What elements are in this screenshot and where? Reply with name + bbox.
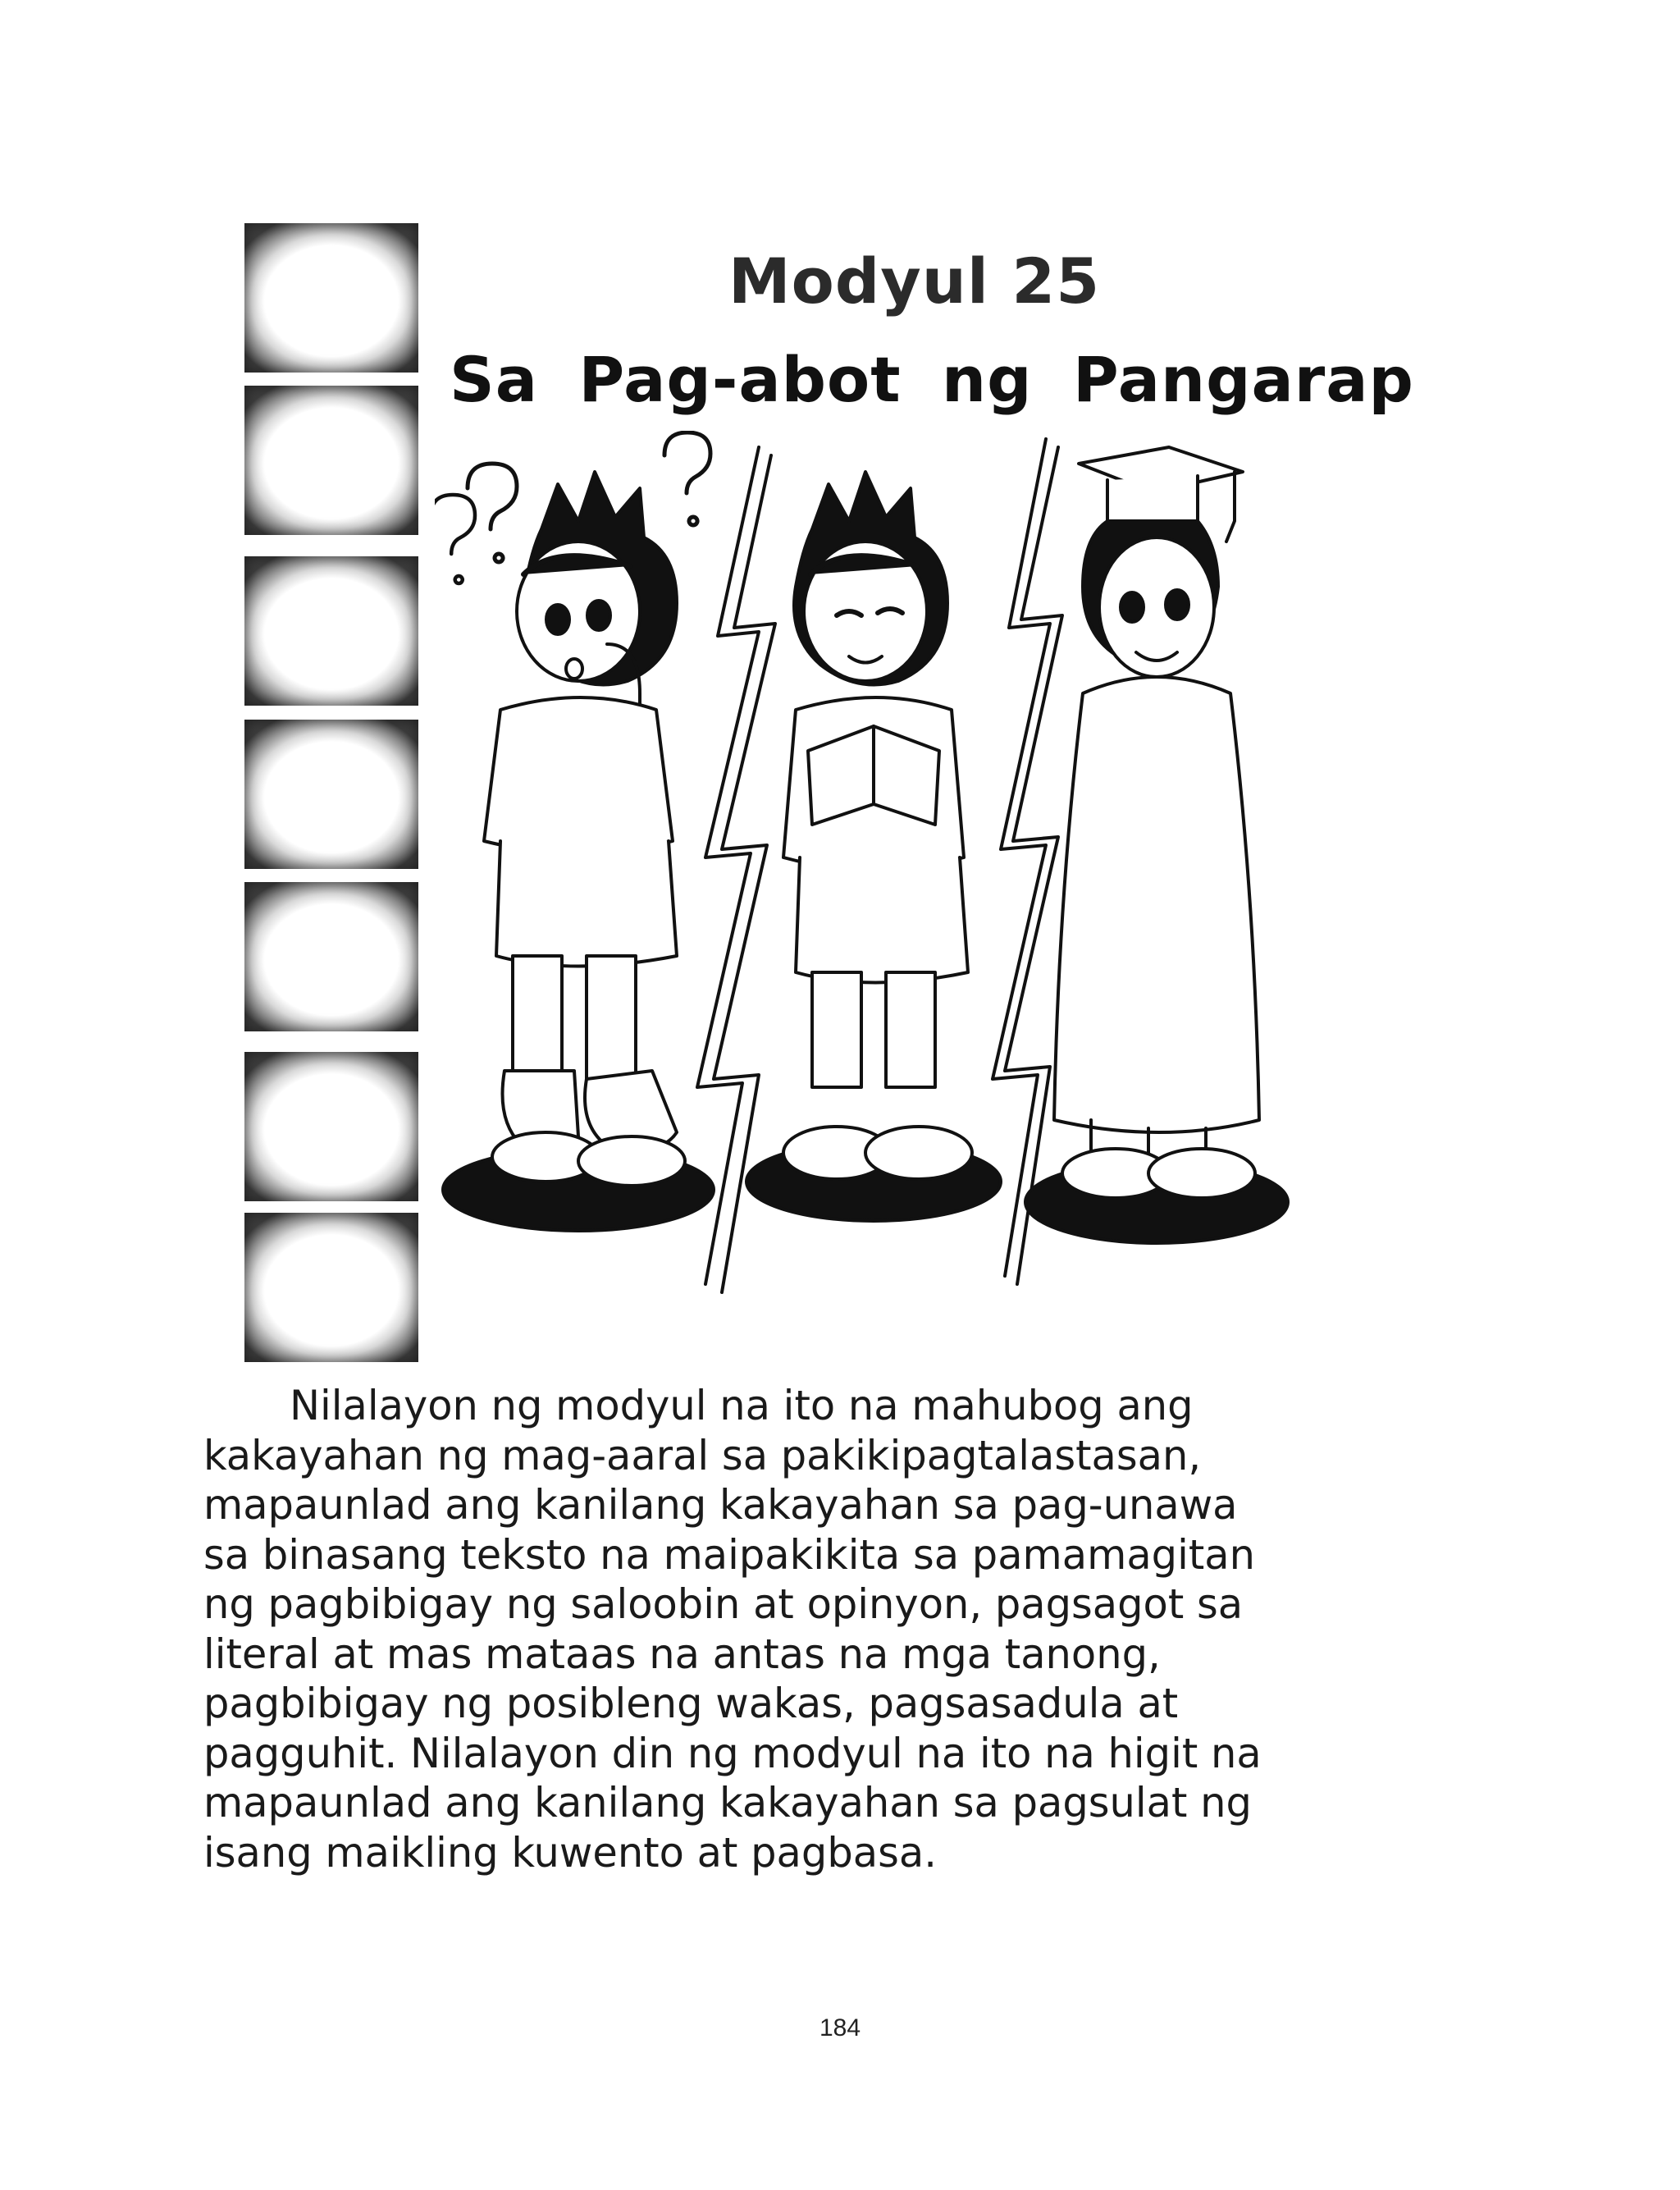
body-line: mapaunlad ang kanilang kakayahan sa pag-unawa: [203, 1481, 1238, 1529]
body-line: ng pagbibigay ng saloobin at opinyon, pagsagot sa: [203, 1580, 1244, 1628]
body-line: Nilalayon ng modyul na ito na mahubog ang: [290, 1382, 1194, 1429]
boy-graduate: [1025, 447, 1288, 1243]
film-frame-2: [244, 386, 418, 535]
module-title: Sa Pag-abot ng Pangarap: [450, 343, 1414, 416]
page-number: 184: [819, 2014, 861, 2041]
film-frame-7: [244, 1213, 418, 1362]
film-frame-1: [244, 223, 418, 373]
body-line: isang maikling kuwento at pagbasa.: [203, 1828, 937, 1877]
film-frame-5: [244, 882, 418, 1031]
lightning-divider-right: [993, 439, 1062, 1284]
body-line: mapaunlad ang kanilang kakayahan sa pagsulat ng: [203, 1779, 1252, 1827]
boy-reading: [746, 472, 1001, 1221]
module-number-title: Modyul 25: [728, 245, 1101, 318]
film-frame-3: [244, 556, 418, 706]
film-frame-6: [244, 1052, 418, 1201]
film-frame-4: [244, 720, 418, 869]
body-line: sa binasang teksto na maipakikita sa pamamagitan: [203, 1530, 1255, 1579]
boy-thinking: [443, 472, 714, 1231]
body-line: pagguhit. Nilalayon din ng modyul na ito na higit na: [203, 1729, 1262, 1777]
module-description: [203, 1381, 1409, 1877]
three-boys-illustration: [435, 431, 1366, 1350]
body-line: literal at mas mataas na antas na mga tanong,: [203, 1630, 1161, 1678]
body-line: pagbibigay ng posibleng wakas, pagsasadula at: [203, 1680, 1179, 1727]
body-line: kakayahan ng mag-aaral sa pakikipagtalastasan,: [203, 1431, 1202, 1479]
